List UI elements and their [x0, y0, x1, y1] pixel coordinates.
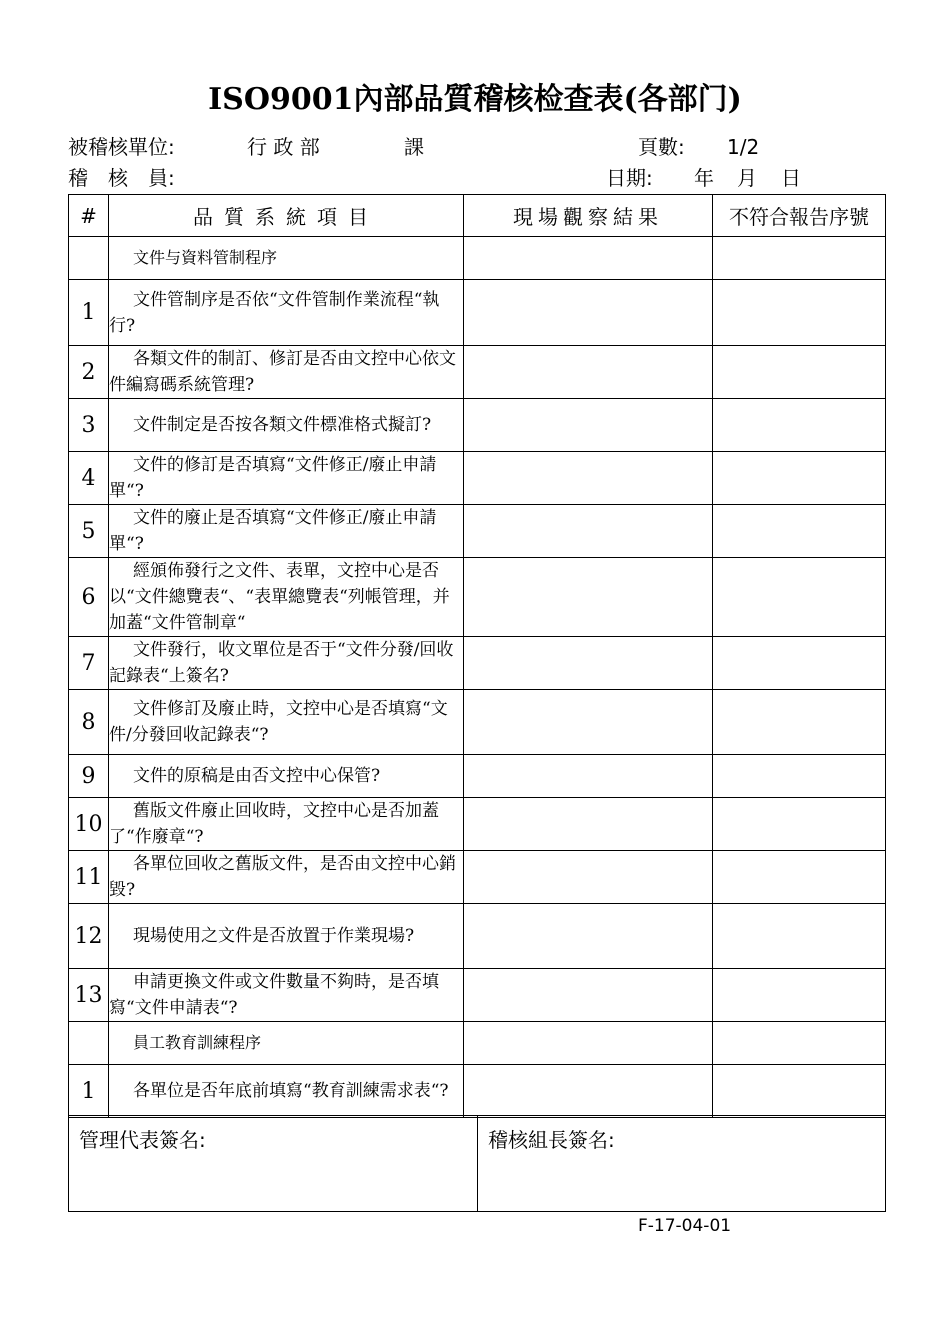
signature-table — [68, 1115, 886, 1212]
observation-cell[interactable] — [464, 969, 713, 1022]
row-number: 12 — [69, 904, 109, 969]
row-number: 8 — [69, 690, 109, 755]
table-row — [69, 399, 886, 452]
table-row — [69, 637, 886, 690]
signature-row — [69, 1116, 886, 1212]
audited-unit-label: 被稽核單位: — [68, 135, 175, 159]
checklist-item-cell — [109, 280, 464, 346]
report-number-cell[interactable] — [713, 505, 886, 558]
row-number: 13 — [69, 969, 109, 1022]
report-number-cell[interactable] — [713, 755, 886, 798]
table-row — [69, 280, 886, 346]
observation-cell[interactable] — [464, 237, 713, 280]
row-number: 6 — [69, 558, 109, 637]
table-row — [69, 904, 886, 969]
checklist-item-text: 文件制定是否按各類文件標准格式擬訂? — [133, 415, 432, 435]
pages-label: 頁數: — [638, 135, 685, 159]
form-code: F-17-04-01 — [638, 1216, 732, 1236]
management-rep-label: 管理代表簽名: — [79, 1128, 206, 1152]
checklist-item-cell — [109, 904, 464, 969]
section-title: 文件与資料管制程序 — [133, 248, 278, 267]
observation-cell[interactable] — [464, 690, 713, 755]
checklist-item-cell — [109, 637, 464, 690]
checklist-item-text: 各類文件的制訂、修訂是否由文控中心依文件編寫碼系統管理? — [109, 349, 456, 395]
table-row — [69, 690, 886, 755]
row-number: 5 — [69, 505, 109, 558]
table-row — [69, 798, 886, 851]
report-number-cell[interactable] — [713, 1065, 886, 1118]
table-row — [69, 452, 886, 505]
row-number: 1 — [69, 1065, 109, 1118]
observation-cell[interactable] — [464, 399, 713, 452]
checklist-item-text: 文件修訂及廢止時，文控中心是否填寫“文件/分發回收記錄表“? — [109, 699, 448, 745]
date-year: 年 — [694, 166, 714, 190]
checklist-item-text: 文件的原稿是由否文控中心保管? — [133, 766, 381, 786]
date-month: 月 — [737, 166, 757, 190]
row-number: 11 — [69, 851, 109, 904]
section-row — [69, 237, 886, 280]
section-row — [69, 1022, 886, 1065]
report-number-cell[interactable] — [713, 346, 886, 399]
table-header-row — [69, 195, 886, 237]
page-title: ISO9001內部品質稽核检查表(各部门) — [208, 82, 742, 117]
checklist-item-cell — [109, 969, 464, 1022]
observation-cell[interactable] — [464, 280, 713, 346]
checklist-item-text: 文件發行，收文單位是否于“文件分發/回收記錄表“上簽名? — [109, 640, 454, 686]
checklist-item-cell — [109, 755, 464, 798]
observation-cell[interactable] — [464, 558, 713, 637]
checklist-item-cell — [109, 1065, 464, 1118]
checklist-item-text: 各單位是否年底前填寫“教育訓練需求表“? — [133, 1081, 449, 1101]
checklist-item-cell — [109, 505, 464, 558]
observation-cell[interactable] — [464, 346, 713, 399]
header-report: 不符合報告序號 — [713, 195, 886, 237]
team-leader-label: 稽核組長簽名: — [488, 1128, 615, 1152]
checklist-body — [69, 237, 886, 1118]
team-leader-signature[interactable] — [478, 1116, 886, 1212]
row-number: 4 — [69, 452, 109, 505]
header-num: # — [69, 195, 109, 237]
observation-cell[interactable] — [464, 755, 713, 798]
checklist-item-cell — [109, 558, 464, 637]
report-number-cell[interactable] — [713, 237, 886, 280]
report-number-cell[interactable] — [713, 851, 886, 904]
table-row — [69, 755, 886, 798]
observation-cell[interactable] — [464, 798, 713, 851]
observation-cell[interactable] — [464, 505, 713, 558]
report-number-cell[interactable] — [713, 798, 886, 851]
row-number — [69, 1022, 109, 1065]
auditor-label: 稽 核 員: — [68, 166, 175, 190]
section-title: 員工教育訓練程序 — [133, 1033, 262, 1052]
checklist-item-text: 舊版文件廢止回收時，文控中心是否加蓋了“作廢章“? — [109, 801, 439, 847]
date-label: 日期: — [606, 166, 653, 190]
section-title-cell — [109, 1022, 464, 1065]
checklist-item-text: 文件管制序是否依“文件管制作業流程“執行? — [109, 289, 440, 336]
checklist-item-text: 現場使用之文件是否放置于作業現場? — [133, 926, 415, 946]
row-number: 9 — [69, 755, 109, 798]
checklist-item-text: 文件的廢止是否填寫“文件修正/廢止申請單“? — [109, 508, 437, 554]
row-number: 2 — [69, 346, 109, 399]
report-number-cell[interactable] — [713, 969, 886, 1022]
checklist-item-text: 各單位回收之舊版文件，是否由文控中心銷毀? — [109, 854, 456, 900]
table-row — [69, 346, 886, 399]
row-number — [69, 237, 109, 280]
management-rep-signature[interactable] — [69, 1116, 478, 1212]
table-row — [69, 969, 886, 1022]
checklist-item-text: 申請更換文件或文件數量不夠時，是否填寫“文件申請表“? — [109, 972, 439, 1018]
report-number-cell[interactable] — [713, 904, 886, 969]
table-row — [69, 558, 886, 637]
report-number-cell[interactable] — [713, 637, 886, 690]
checklist-item-cell — [109, 690, 464, 755]
checklist-item-text: 經頒佈發行之文件、表單，文控中心是否以“文件總覽表“、“表單總覽表“列帳管理，并加蓋“文件管制章“ — [109, 561, 450, 633]
row-number: 7 — [69, 637, 109, 690]
report-number-cell[interactable] — [713, 399, 886, 452]
pages-value: 1/2 — [727, 135, 760, 159]
report-number-cell[interactable] — [713, 452, 886, 505]
checklist-item-cell — [109, 851, 464, 904]
observation-cell[interactable] — [464, 904, 713, 969]
table-row — [69, 505, 886, 558]
header-item: 品質系統項目 — [109, 195, 464, 237]
section-label: 課 — [404, 135, 424, 159]
observation-cell[interactable] — [464, 452, 713, 505]
checklist-table — [68, 194, 886, 1118]
audited-unit-value: 行 政 部 — [247, 135, 320, 159]
checklist-item-text: 文件的修訂是否填寫“文件修正/廢止申請單“? — [109, 455, 437, 501]
checklist-item-cell — [109, 452, 464, 505]
report-number-cell[interactable] — [713, 280, 886, 346]
header-observation: 現場觀察結果 — [464, 195, 713, 237]
table-row — [69, 1065, 886, 1118]
table-row — [69, 851, 886, 904]
row-number: 3 — [69, 399, 109, 452]
observation-cell[interactable] — [464, 1065, 713, 1118]
date-day: 日 — [781, 166, 801, 190]
report-number-cell[interactable] — [713, 690, 886, 755]
report-number-cell[interactable] — [713, 1022, 886, 1065]
row-number: 1 — [69, 280, 109, 346]
observation-cell[interactable] — [464, 851, 713, 904]
observation-cell[interactable] — [464, 637, 713, 690]
row-number: 10 — [69, 798, 109, 851]
checklist-item-cell — [109, 346, 464, 399]
section-title-cell — [109, 237, 464, 280]
observation-cell[interactable] — [464, 1022, 713, 1065]
report-number-cell[interactable] — [713, 558, 886, 637]
checklist-item-cell — [109, 399, 464, 452]
checklist-item-cell — [109, 798, 464, 851]
